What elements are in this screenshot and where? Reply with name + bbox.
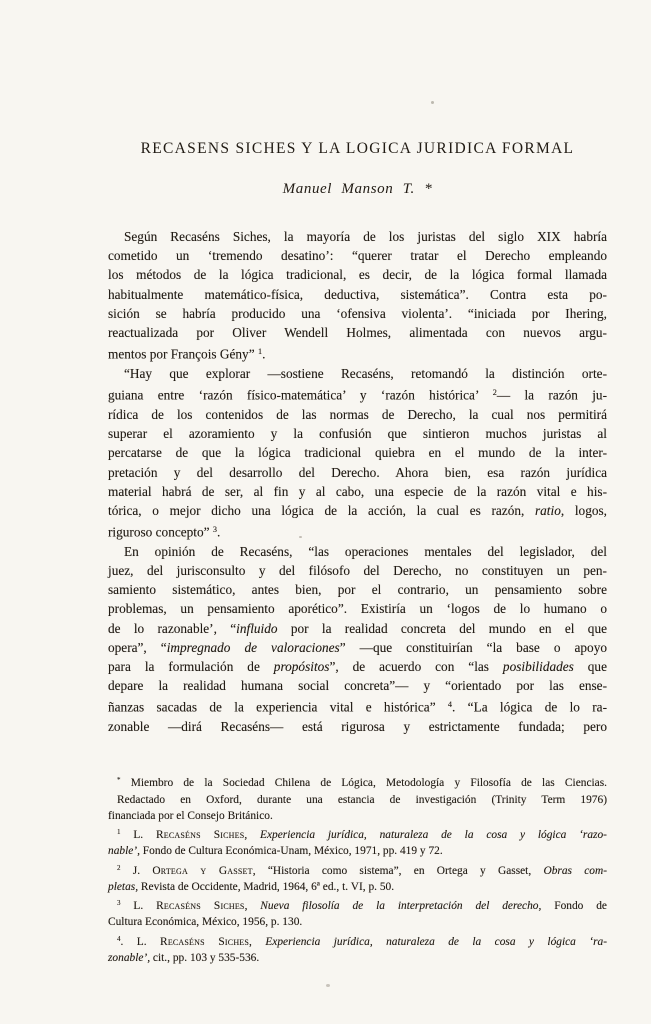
footnote-marker: 2 [492, 388, 497, 398]
text-run: propósitos [273, 659, 330, 675]
text-run: J. [120, 864, 153, 877]
footnote-marker: 3 [212, 525, 217, 535]
text-run: nable’, [108, 845, 140, 858]
text-run: . “La lógica de lo ra- [452, 700, 607, 715]
footnote-marker: 1 [117, 828, 121, 837]
footnote-marker: 4 [117, 934, 121, 943]
body-line [108, 599, 607, 618]
body-line [108, 227, 607, 246]
text-run: Recaséns Siches [156, 899, 245, 912]
text-run: Recaséns Siches [155, 829, 245, 842]
text-run: influido [236, 620, 278, 636]
text-run: Redactado en Oxford, durante una estancia de investigación (Trinity Term 1976) [117, 793, 607, 806]
body-line [108, 695, 607, 717]
author-byline: Manuel Manson T. * [282, 181, 433, 197]
text-run: ”, de acuerdo con “las [329, 659, 503, 675]
footnote-line [108, 843, 607, 859]
body-line [108, 520, 607, 542]
text-run: — la razón ju- [496, 387, 608, 403]
body-line [108, 424, 607, 443]
text-column [108, 139, 607, 966]
text-run: depare la realidad humana social concreta”— y “orientado por las ense- [108, 678, 607, 694]
text-run: por la realidad concreta del mundo en el que [277, 620, 607, 636]
text-run: tórica, o mejor dicho una lógica de la acción, la cual es razón, [108, 502, 535, 518]
body-line [108, 443, 607, 462]
page-title: RECASENS SICHES Y LA LOGICA JURIDICA FORMAL [140, 140, 575, 157]
footnote-line [108, 950, 607, 966]
text-run: Revista de Occidente, Madrid, 1964, 6ª ed., t. VI, p. 50. [138, 880, 395, 893]
text-run: financiada por el Consejo Británico. [108, 809, 273, 822]
body-line [108, 561, 607, 580]
body-line [108, 619, 607, 638]
footnote-line [108, 772, 607, 791]
text-run: , [244, 829, 261, 842]
text-run: Nueva filosolía de la interpretación del derecho, [260, 899, 542, 912]
body-line [108, 304, 607, 323]
text-run: reactualizada por Oliver Wendell Holmes, alimentada con nuevos argu- [108, 325, 607, 341]
text-run: percatarse de que la lógica tradicional quiebra en el mundo de la inter- [108, 445, 607, 461]
footnote-line [108, 879, 607, 895]
text-run: , “Historia como sistema”, en Ortega y Gasset, [252, 864, 544, 877]
text-run: , logos, [560, 502, 607, 518]
text-run: L. [120, 899, 157, 912]
footnotes [108, 772, 607, 966]
text-run: impregnado de valoraciones [166, 639, 340, 655]
footnote-line [108, 808, 607, 824]
footnote-line [108, 895, 607, 914]
text-run: . [262, 346, 266, 362]
body-line [108, 717, 607, 736]
text-run: , [244, 899, 261, 912]
body-line [108, 246, 607, 265]
text-run: juez, del jurisconsulto y del filósofo del Derecho, no constituyen un pen- [108, 563, 607, 579]
text-run: opera”, “ [108, 639, 167, 655]
scan-speck [326, 984, 330, 987]
text-run: Ortega y Gasset [152, 864, 253, 877]
text-run: “Hay que explorar —sostiene Recaséns, retomandó la distinción orte- [124, 365, 607, 381]
text-run: ratio [534, 502, 561, 518]
text-run: habitualmente matemático-física, deductiva, sistemática”. Contra esta po- [108, 286, 607, 302]
footnote-line [108, 914, 607, 930]
footnote-marker: 2 [117, 863, 121, 872]
body-line [108, 580, 607, 599]
body-line [108, 405, 607, 424]
text-run: los métodos de la lógica tradicional, es decir, de la lógica formal llamada [108, 267, 607, 283]
text-run: posibilidades [502, 659, 574, 675]
scan-speck [431, 101, 434, 104]
text-run: cometido un ‘tremendo desatino’: “querer tratar el Derecho empleando [108, 248, 607, 264]
text-run: L. [120, 829, 156, 842]
text-run: ” —que constituirían “la base o apoyo [339, 639, 607, 655]
text-run: Obras com- [543, 864, 607, 877]
body-line [108, 342, 607, 364]
footnote-marker: 3 [117, 899, 121, 908]
footnote-marker: * [117, 776, 121, 785]
text-run: problemas, un pensamiento aporético”. Existiría un ‘logos de lo humano o [108, 601, 607, 617]
footnote-line [108, 931, 607, 950]
text-run: zonable’, [108, 951, 151, 964]
footnote-marker: 4 [447, 700, 453, 710]
body-line [108, 383, 607, 405]
text-run: . L. [120, 935, 161, 948]
text-run: de lo razonable’, “ [108, 620, 237, 636]
text-run: riguroso concepto” [108, 524, 213, 540]
text-run: En opinión de Recaséns, “las operaciones mentales del legislador, del [124, 543, 607, 559]
text-run: samiento sistemático, antes bien, por el contrario, un pensamiento sobre [108, 582, 607, 598]
text-run: cit., pp. 103 y 535-536. [150, 951, 260, 964]
footnote-marker: 1 [257, 347, 263, 357]
body-line [108, 676, 607, 695]
text-run: pletas, [108, 880, 139, 893]
body-line [108, 501, 607, 520]
text-run: Fondo de Cultura Económica-Unam, México, 1971, pp. 419 y 72. [139, 845, 443, 858]
text-run: . [217, 524, 221, 540]
text-run: rídica de los contenidos de las normas de Derecho, la cual nos permitirá [108, 406, 607, 422]
text-run: Recaséns Siches [160, 935, 250, 948]
footnote-line [108, 860, 607, 879]
text-run: , [249, 935, 266, 948]
body-line [108, 482, 607, 501]
text-run: Según Recaséns Siches, la mayoría de los juristas del siglo XIX habría [124, 229, 607, 244]
body-line [108, 638, 607, 657]
text-run: superar el azoramiento y la confusión que sintieron muchos juristas al [108, 426, 607, 442]
text-run: que [573, 659, 607, 675]
text-run: guiana entre ‘razón físico-matemática’ y ‘razón histórica’ [108, 387, 493, 403]
body-line [108, 463, 607, 482]
body-text [108, 227, 607, 736]
footnote-line [108, 792, 607, 808]
text-run: material habrá de ser, al fin y al cabo, una especie de la razón vital e his- [108, 483, 607, 499]
text-run: para la formulación de [108, 659, 274, 675]
text-run: mentos por François Gény” [108, 346, 258, 362]
footnote-line [108, 824, 607, 843]
text-run: Fondo de [541, 899, 607, 912]
body-line [108, 542, 607, 561]
text-run: Experiencia jurídica, naturaleza de la cosa y lógica ‘razo- [260, 829, 607, 842]
text-run: zonable —dirá Recaséns— está rigurosa y estrictamente fundada; pero [108, 719, 607, 735]
body-line [108, 265, 607, 284]
body-line [108, 323, 607, 342]
text-run: ñanzas sacadas de la experiencia vital e histórica” [108, 700, 448, 715]
text-run: Experiencia jurídica, naturaleza de la cosa y lógica ‘ra- [265, 935, 607, 948]
text-run: sición se habría producido una ‘ofensiva violenta’. “iniciada por Ihering, [108, 305, 607, 321]
body-line [108, 285, 607, 304]
text-run: Miembro de la Sociedad Chilena de Lógica, Metodología y Filosofía de las Ciencias. [120, 777, 607, 790]
text-run: Cultura Económica, México, 1956, p. 130. [108, 916, 303, 929]
text-run: pretación y del desarrollo del Derecho. Ahora bien, esa razón jurídica [108, 464, 607, 480]
body-line [108, 364, 607, 383]
body-line [108, 657, 607, 676]
